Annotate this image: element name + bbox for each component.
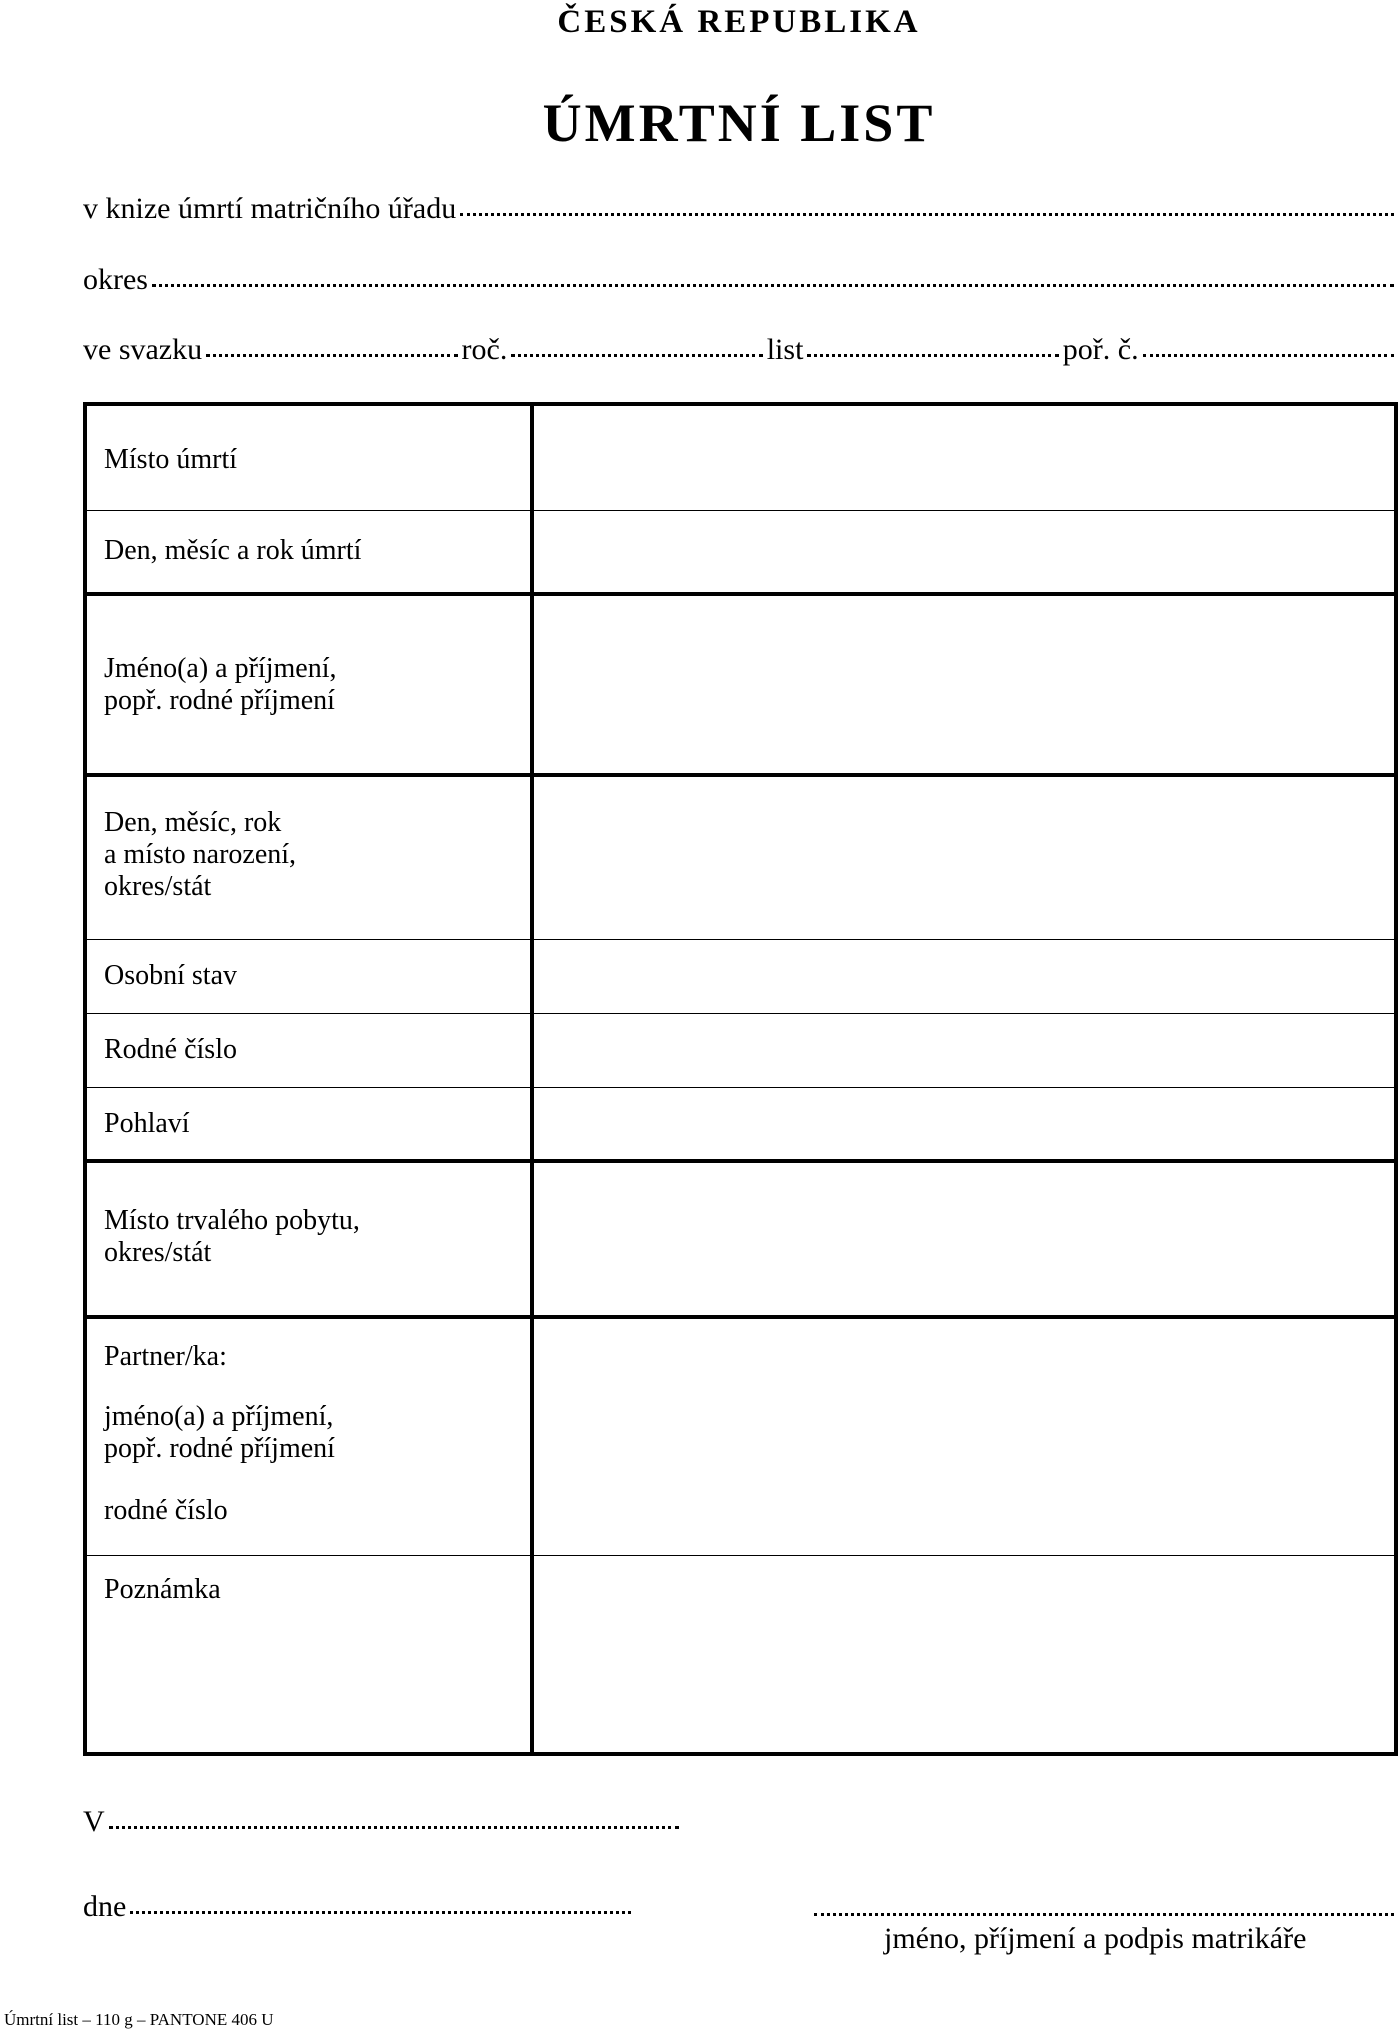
- place-signed-line: [83, 1805, 683, 1839]
- registry-book-field[interactable]: [460, 213, 1394, 216]
- row-residence: [85, 1161, 1396, 1317]
- birth-label-line3: okres/stát: [104, 871, 212, 902]
- birth-label-line2: a místo narození,: [104, 839, 297, 870]
- district-field[interactable]: [152, 284, 1394, 287]
- district-line: [83, 263, 1398, 297]
- partner-name-label-line1: jméno(a) a příjmení,: [104, 1401, 334, 1432]
- sheet-label: list: [766, 333, 804, 366]
- row-partner: [85, 1317, 1396, 1555]
- note-label: Poznámka: [104, 1573, 221, 1605]
- print-info: Úmrtní list – 110 g – PANTONE 406 U: [4, 2010, 274, 2029]
- label-cell-residence: [85, 1161, 532, 1317]
- label-cell-name: [85, 594, 532, 775]
- row-birth: [85, 775, 1396, 939]
- order-field[interactable]: [1143, 354, 1394, 357]
- row-birth-number: [85, 1013, 1396, 1087]
- order-label: poř. č.: [1062, 333, 1139, 366]
- row-note: [85, 1555, 1396, 1754]
- residence-label-line1: Místo trvalého pobytu,: [104, 1205, 360, 1236]
- country-heading: ČESKÁ REPUBLIKA: [557, 4, 921, 40]
- row-sex: [85, 1087, 1396, 1161]
- value-place-of-death[interactable]: [532, 404, 1396, 510]
- label-cell-place-of-death: [85, 404, 532, 510]
- birth-label-line1: Den, měsíc, rok: [104, 807, 282, 838]
- value-note[interactable]: [532, 1555, 1396, 1754]
- district-label: okres: [83, 263, 148, 296]
- volume-label: ve svazku: [83, 333, 203, 366]
- value-date-of-death[interactable]: [532, 510, 1396, 594]
- residence-label-line2: okres/stát: [104, 1237, 212, 1268]
- year-label: roč.: [461, 333, 508, 366]
- name-label-line2: popř. rodné příjmení: [104, 685, 335, 716]
- volume-field[interactable]: [206, 354, 457, 357]
- label-cell-birth-number: [85, 1013, 532, 1087]
- date-signed-field[interactable]: [130, 1911, 631, 1914]
- label-cell-partner: [85, 1317, 532, 1555]
- registry-book-label: v knize úmrtí matričního úřadu: [83, 192, 457, 225]
- registry-book-line: [83, 192, 1398, 226]
- date-signed-label: dne: [83, 1890, 127, 1923]
- value-name[interactable]: [532, 594, 1396, 775]
- label-cell-note: [85, 1555, 532, 1754]
- partner-name-label-line2: popř. rodné příjmení: [104, 1433, 335, 1464]
- value-partner[interactable]: [532, 1317, 1396, 1555]
- place-signed-field[interactable]: [109, 1826, 679, 1829]
- row-place-of-death: [85, 404, 1396, 510]
- value-birth-number[interactable]: [532, 1013, 1396, 1087]
- row-marital-status: [85, 939, 1396, 1013]
- year-field[interactable]: [511, 354, 762, 357]
- partner-birth-number-label: rodné číslo: [104, 1495, 228, 1526]
- label-cell-birth: [85, 775, 532, 939]
- sex-label: Pohlaví: [104, 1107, 190, 1139]
- value-birth[interactable]: [532, 775, 1396, 939]
- place-of-death-label: Místo úmrtí: [104, 444, 238, 475]
- row-name: [85, 594, 1396, 775]
- label-cell-date-of-death: [85, 510, 532, 594]
- label-cell-marital-status: [85, 939, 532, 1013]
- value-sex[interactable]: [532, 1087, 1396, 1161]
- marital-status-label: Osobní stav: [104, 959, 237, 991]
- volume-line: [83, 333, 1398, 367]
- death-record-table: [83, 402, 1398, 1756]
- signature-caption: jméno, příjmení a podpis matrikáře: [884, 1922, 1307, 1955]
- sheet-field[interactable]: [807, 354, 1058, 357]
- label-cell-sex: [85, 1087, 532, 1161]
- value-marital-status[interactable]: [532, 939, 1396, 1013]
- row-date-of-death: [85, 510, 1396, 594]
- date-of-death-label: Den, měsíc a rok úmrtí: [104, 534, 362, 566]
- document-title: ÚMRTNÍ LIST: [542, 93, 936, 153]
- birth-number-label: Rodné číslo: [104, 1033, 237, 1065]
- signature-field[interactable]: [814, 1913, 1394, 1916]
- partner-heading-label: Partner/ka:: [104, 1341, 227, 1372]
- value-residence[interactable]: [532, 1161, 1396, 1317]
- name-label-line1: Jméno(a) a příjmení,: [104, 653, 337, 684]
- place-signed-label: V: [83, 1805, 105, 1838]
- date-signed-line: [83, 1890, 635, 1924]
